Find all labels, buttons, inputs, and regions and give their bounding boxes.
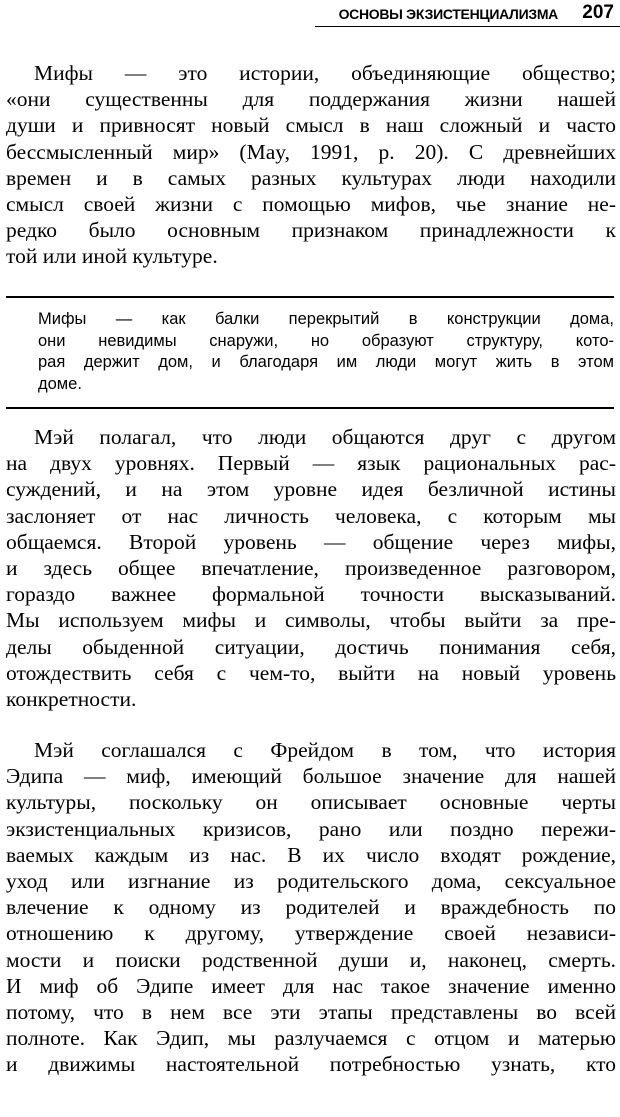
- text-line: ваемых каждым из нас. В их число входят рождение,: [6, 842, 616, 867]
- text-line: бессмысленный мир» (May, 1991, p. 20). С древнейших: [6, 139, 616, 164]
- text-line: И миф об Эдипе имеет для нас такое значение именно: [6, 973, 616, 998]
- text-line: Мэй полагал, что люди общаются друг с другом: [34, 425, 616, 449]
- text-line: общаемся. Второй уровень — общение через мифы,: [6, 529, 616, 554]
- running-head: ОСНОВЫ ЭКЗИСТЕНЦИАЛИЗМА: [338, 6, 558, 22]
- text-line: Мифы — это истории, объединяющие общество;: [34, 61, 616, 85]
- text-line: экзистенциальных кризисов, рано или поздно пережи-: [6, 816, 616, 841]
- paragraph-2: [6, 424, 616, 712]
- pull-quote-bottom-rule: [6, 407, 614, 409]
- text-line: заслоняет от нас личность человека, с которым мы: [6, 503, 616, 528]
- text-line: полноте. Как Эдип, мы разлучаемся с отцом и матерью: [6, 1026, 616, 1051]
- pull-quote-top-rule: [6, 296, 614, 298]
- quote-line: они невидимы снаружи, но образуют структуру, кото-: [38, 331, 614, 350]
- text-line: уход или изгнание из родительского дома, сексуальное: [6, 868, 616, 893]
- pull-quote: [38, 309, 614, 396]
- text-line: на двух уровнях. Первый — язык рациональных рас-: [6, 451, 616, 476]
- text-line: культуры, поскольку он описывает основные черты: [6, 790, 616, 815]
- paragraph-1: [6, 60, 616, 270]
- text-line: влечение к одному из родителей и враждебность по: [6, 895, 616, 920]
- text-line: и движимы настоятельной потребностью узнать, кто: [6, 1052, 616, 1077]
- page-number: 207: [582, 2, 614, 23]
- quote-line: рая держит дом, и благодаря им люди могут жить в этом: [38, 353, 614, 372]
- paragraph-3: [6, 737, 616, 1077]
- text-line: смысл своей жизни с помощью мифов, чье знание не-: [6, 191, 616, 216]
- text-line: суждений, и на этом уровне идея безличной истины: [6, 477, 616, 502]
- text-line: души и привносят новый смысл в наш сложный и часто: [6, 113, 616, 138]
- text-line: «они существенны для поддержания жизни нашей: [6, 87, 616, 112]
- text-line: конкретности.: [6, 686, 137, 711]
- text-line: потому, что в нем все эти этапы представлены во всей: [6, 999, 616, 1024]
- text-line: той или иной культуре.: [6, 244, 218, 269]
- text-line: мости и поиски родственной души и, наконец, смерть.: [6, 947, 616, 972]
- quote-line: Мифы — как балки перекрытий в конструкции дома,: [38, 310, 614, 328]
- text-line: Мы используем мифы и символы, чтобы выйти за пре-: [6, 608, 616, 633]
- text-line: и здесь общее впечатление, произведенное разговором,: [6, 555, 616, 580]
- text-line: редко было основным признаком принадлежности к: [6, 218, 616, 243]
- text-line: делы обыденной ситуации, достичь понимания себя,: [6, 634, 616, 659]
- text-line: Эдипа — миф, имеющий большое значение для нашей: [6, 764, 616, 789]
- text-line: отношению к другому, утверждение своей независи-: [6, 921, 616, 946]
- text-line: Мэй соглашался с Фрейдом в том, что история: [34, 738, 616, 762]
- header-rule: [315, 26, 620, 27]
- text-line: отождествить себя с чем-то, выйти на новый уровень: [6, 660, 616, 685]
- text-line: времен и в самых разных культурах люди находили: [6, 165, 616, 190]
- quote-line: доме.: [38, 375, 82, 394]
- page-header: [0, 2, 620, 30]
- text-line: гораздо важнее формальной точности высказываний.: [6, 582, 616, 607]
